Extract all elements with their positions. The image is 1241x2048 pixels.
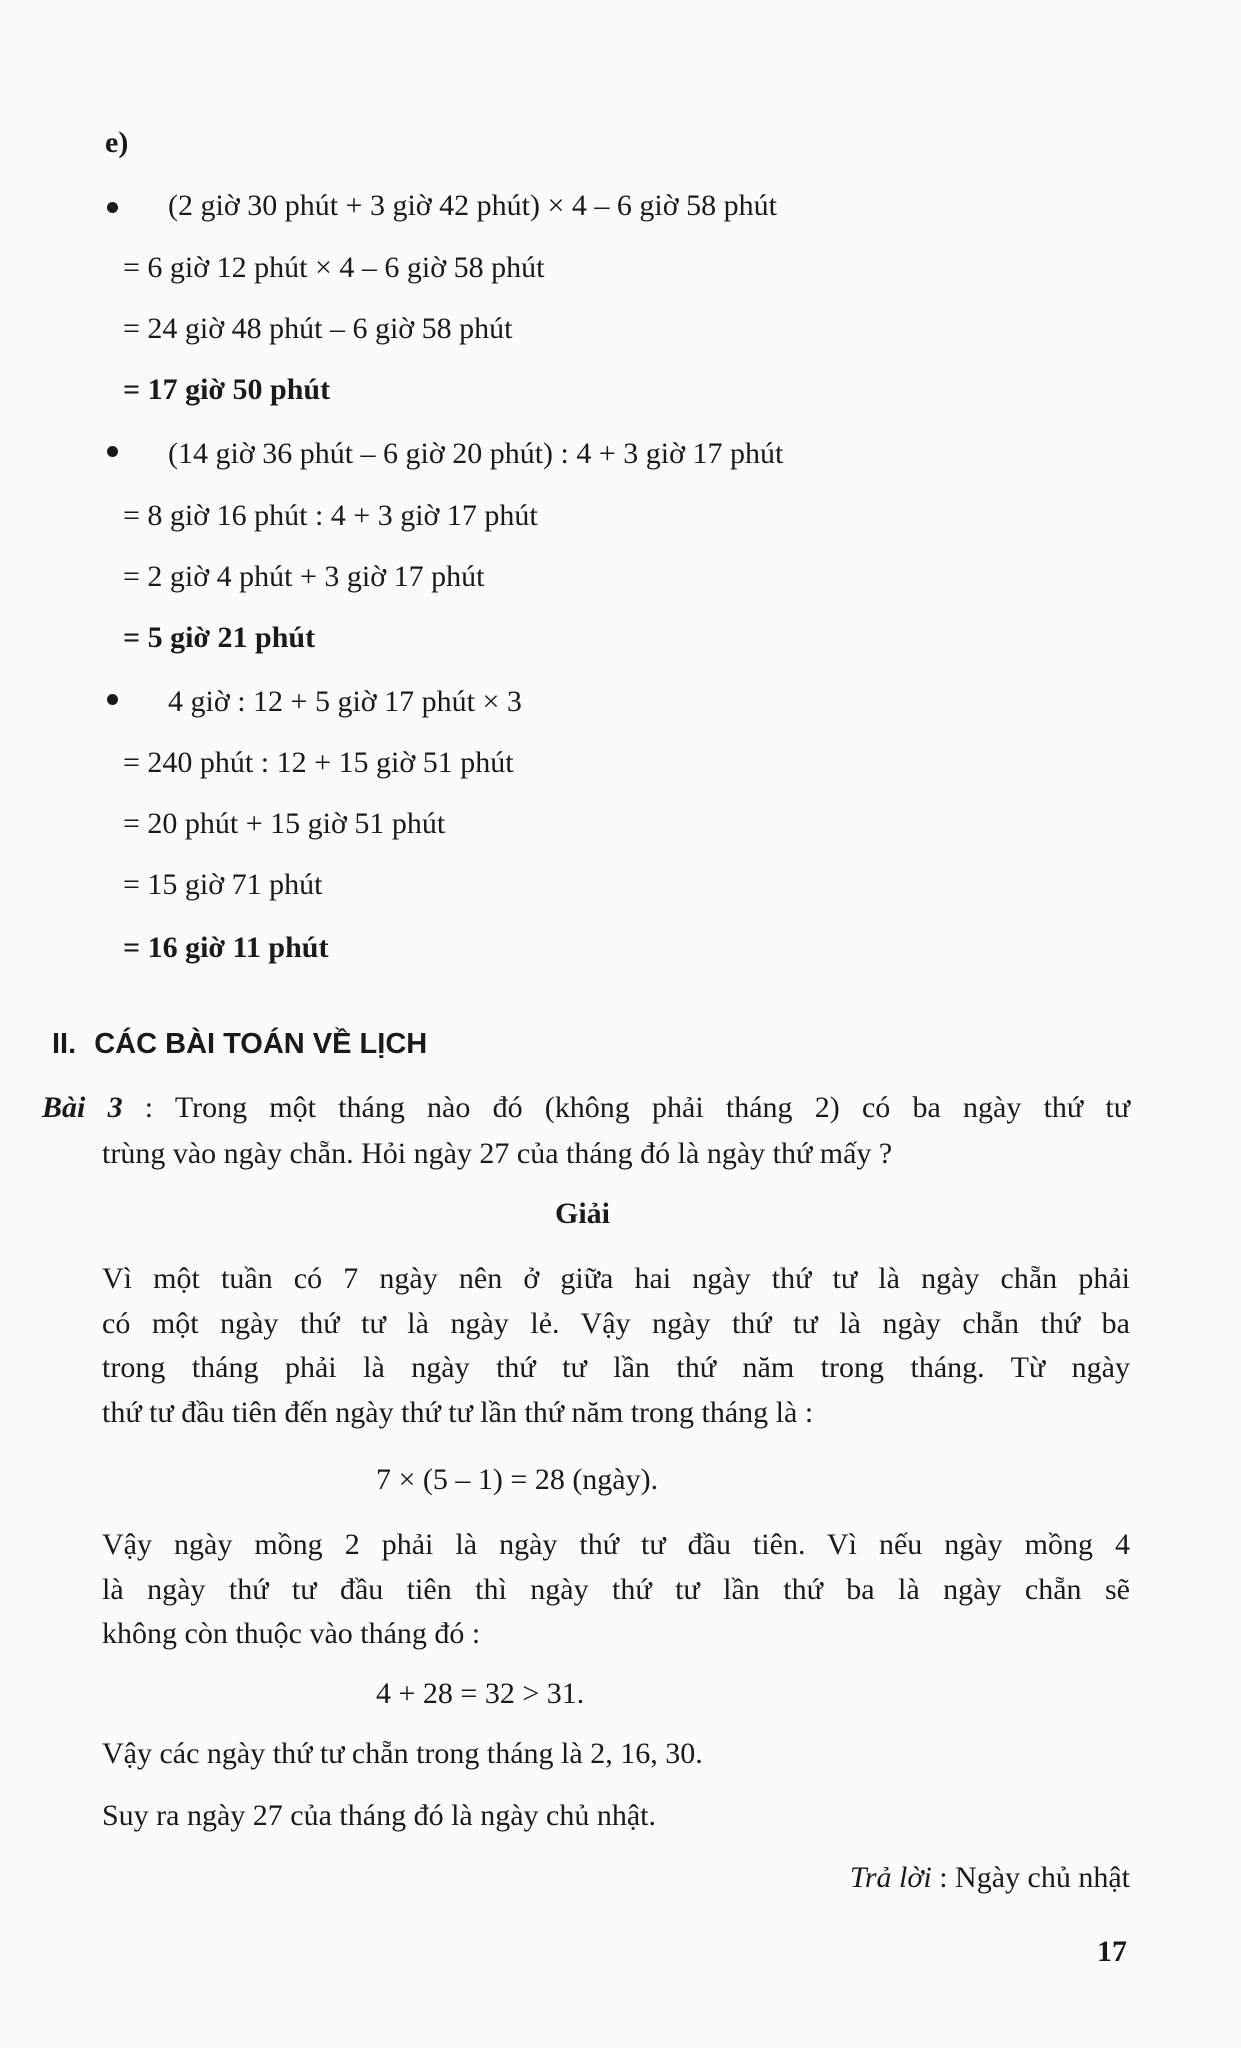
problem-label: Bài 3 bbox=[42, 1091, 123, 1124]
solution-paragraph-2 bbox=[102, 1523, 1130, 1657]
problem-line-1 bbox=[42, 1086, 1130, 1131]
calc1-line-2: = 6 giờ 12 phút × 4 – 6 giờ 58 phút bbox=[123, 251, 545, 284]
calc1-result: = 17 giờ 50 phút bbox=[123, 373, 331, 406]
calc3-result: = 16 giờ 11 phút bbox=[123, 931, 329, 964]
calc3-line-2: = 240 phút : 12 + 15 giờ 51 phút bbox=[123, 746, 514, 779]
problem-statement bbox=[42, 1086, 1130, 1131]
bullet bbox=[107, 694, 118, 705]
answer-line bbox=[850, 1860, 1130, 1896]
problem-separator: : bbox=[122, 1091, 175, 1124]
solution-p1-line-1: Vì một tuần có 7 ngày nên ở giữa hai ngày thứ tư là ngày chẵn phải bbox=[102, 1262, 1130, 1295]
calc1-line-1: (2 giờ 30 phút + 3 giờ 42 phút) × 4 – 6 giờ 58 phút bbox=[168, 189, 777, 222]
solution-p1-line-3: trong tháng phải là ngày thứ tư lần thứ năm trong tháng. Từ ngày bbox=[102, 1351, 1130, 1384]
solution-paragraph-1 bbox=[102, 1257, 1130, 1435]
calc2-result: = 5 giờ 21 phút bbox=[123, 621, 316, 654]
calc2-line-2: = 8 giờ 16 phút : 4 + 3 giờ 17 phút bbox=[123, 499, 538, 532]
problem-line-2: trùng vào ngày chẵn. Hỏi ngày 27 của tháng đó là ngày thứ mấy ? bbox=[102, 1137, 893, 1170]
calc1-line-3: = 24 giờ 48 phút – 6 giờ 58 phút bbox=[123, 312, 513, 345]
section-number: II. bbox=[52, 1028, 77, 1060]
solution-paragraph-4: Suy ra ngày 27 của tháng đó là ngày chủ nhật. bbox=[102, 1799, 657, 1832]
bullet bbox=[107, 446, 118, 457]
section-heading bbox=[52, 1026, 427, 1062]
part-label: e) bbox=[105, 126, 129, 159]
solution-p1-line-4: thứ tư đầu tiên đến ngày thứ tư lần thứ năm trong tháng là : bbox=[102, 1395, 814, 1429]
answer-separator: : bbox=[931, 1861, 956, 1894]
calc3-line-1: 4 giờ : 12 + 5 giờ 17 phút × 3 bbox=[168, 685, 522, 718]
solution-heading: Giải bbox=[555, 1197, 611, 1230]
page-number: 17 bbox=[1097, 1935, 1127, 1968]
solution-p1-line-2: có một ngày thứ tư là ngày lẻ. Vậy ngày thứ tư là ngày chẵn thứ ba bbox=[102, 1306, 1130, 1340]
calc2-line-1: (14 giờ 36 phút – 6 giờ 20 phút) : 4 + 3 giờ 17 phút bbox=[168, 437, 784, 470]
solution-p2-line-3: không còn thuộc vào tháng đó : bbox=[102, 1617, 481, 1650]
answer-label: Trả lời bbox=[849, 1861, 932, 1894]
section-title: CÁC BÀI TOÁN VỀ LỊCH bbox=[94, 1028, 428, 1060]
calc3-line-3: = 20 phút + 15 giờ 51 phút bbox=[123, 807, 446, 840]
solution-p2-line-1: Vậy ngày mồng 2 phải là ngày thứ tư đầu tiên. Vì nếu ngày mồng 4 bbox=[102, 1528, 1130, 1561]
solution-p2-line-2: là ngày thứ tư đầu tiên thì ngày thứ tư lần thứ ba là ngày chẵn sẽ bbox=[102, 1572, 1130, 1606]
answer-value: Ngày chủ nhật bbox=[955, 1861, 1130, 1894]
calc2-line-3: = 2 giờ 4 phút + 3 giờ 17 phút bbox=[123, 560, 485, 593]
equation-2: 4 + 28 = 32 > 31. bbox=[376, 1677, 585, 1710]
solution-paragraph-3: Vậy các ngày thứ tư chẵn trong tháng là 2, 16, 30. bbox=[102, 1737, 703, 1770]
equation-1: 7 × (5 – 1) = 28 (ngày). bbox=[376, 1463, 659, 1496]
calc3-line-4: = 15 giờ 71 phút bbox=[123, 868, 323, 901]
problem-text-1: Trong một tháng nào đó (không phải tháng 2) có ba ngày thứ tư bbox=[174, 1091, 1130, 1124]
bullet bbox=[107, 202, 118, 213]
